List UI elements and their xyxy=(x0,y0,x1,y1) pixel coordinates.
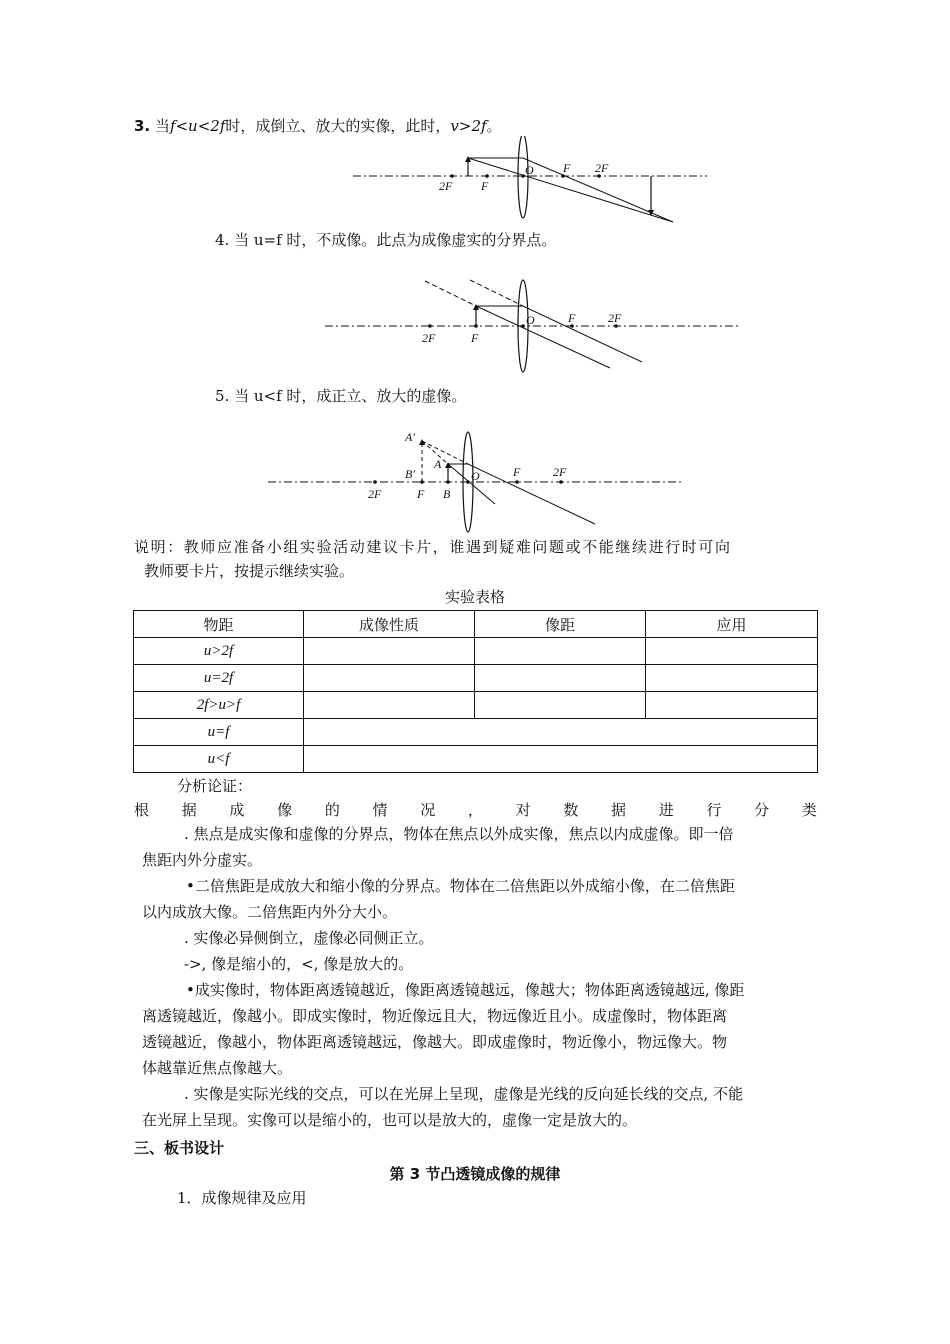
note-line-2: 教师要卡片，按提示继续实验。 xyxy=(144,562,355,580)
header-image-distance: 像距 xyxy=(475,611,646,638)
label-f-right: F xyxy=(513,465,521,479)
header-application: 应用 xyxy=(646,611,818,638)
analysis-p2b: 以内成放大像。二倍焦距内外分大小。 xyxy=(142,903,398,921)
label-2f-right: 2F xyxy=(553,465,567,479)
table-row: u=2f xyxy=(134,665,818,692)
label-f-right: F xyxy=(568,311,576,325)
ray-extension-1 xyxy=(425,281,476,306)
analysis-p6a: . 实像是实际光线的交点，可以在光屏上呈现，虚像是光线的反向延长线的交点, 不能 xyxy=(184,1085,744,1103)
table-row: u=f xyxy=(134,719,818,746)
analysis-p5d: 体越靠近焦点像越大。 xyxy=(142,1059,293,1077)
label-2f-right: 2F xyxy=(608,311,622,325)
label-2f-left: 2F xyxy=(422,331,436,345)
experiment-table xyxy=(133,610,818,773)
label-o: O xyxy=(525,163,534,177)
label-2f-left: 2F xyxy=(368,487,382,501)
label-2f-right: 2F xyxy=(595,161,609,175)
label-b-prime: B′ xyxy=(405,467,415,481)
analysis-p4: ->, 像是缩小的，<, 像是放大的。 xyxy=(184,955,414,973)
analysis-p2a: •二倍焦距是成放大和缩小像的分界点。物体在二倍焦距以外成缩小像，在二倍焦距 xyxy=(186,877,735,895)
ray-back-extension-1 xyxy=(422,441,468,464)
case5-line: 5. 当 u<f 时，成正立、放大的虚像。 xyxy=(215,387,467,405)
ray-center xyxy=(468,158,673,222)
case4-line: 4. 当 u=f 时，不成像。此点为成像虚实的分界点。 xyxy=(215,231,557,249)
label-a-prime: A′ xyxy=(405,430,415,444)
table-row: u<f xyxy=(134,746,818,773)
lens-diagram-no-image xyxy=(320,276,740,376)
table-header-row xyxy=(134,611,818,638)
label-o: O xyxy=(526,313,535,327)
header-object-distance: 物距 xyxy=(134,611,304,638)
label-o: O xyxy=(471,469,480,483)
board-title: 第 3 节凸透镜成像的规律 xyxy=(389,1165,561,1183)
analysis-p1a: . 焦点是成实像和虚像的分界点，物体在焦点以外成实像，焦点以内成虚像。即一倍 xyxy=(184,825,734,843)
analysis-label: 分析论证： xyxy=(177,777,253,795)
board-item-1: 1．成像规律及应用 xyxy=(177,1189,307,1207)
header-image-nature: 成像性质 xyxy=(304,611,475,638)
label-f-left: F xyxy=(481,179,489,193)
analysis-p1b: 焦距内外分虚实。 xyxy=(142,851,263,869)
label-f-left: F xyxy=(417,487,425,501)
ray-extension-2 xyxy=(470,280,523,306)
table-row: 2f>u>f xyxy=(134,692,818,719)
analysis-p3: . 实像必异侧倒立，虚像必同侧正立。 xyxy=(184,929,434,947)
table-row: u>2f xyxy=(134,638,818,665)
analysis-p6b: 在光屏上呈现。实像可以是缩小的，也可以是放大的，虚像一定是放大的。 xyxy=(142,1111,638,1129)
table-title: 实验表格 xyxy=(444,588,505,606)
analysis-p5b: 离透镜越近，像越小。即成实像时，物近像远且大，物远像近且小。成虚像时，物体距离 xyxy=(142,1007,728,1025)
label-f-left: F xyxy=(471,331,479,345)
analysis-p5a: •成实像时，物体距离透镜越近，像距离透镜越远，像越大；物体距离透镜越远, 像距 xyxy=(186,981,745,999)
section-heading: 三、板书设计 xyxy=(134,1139,225,1157)
case3-line: 3. 当f<u<2f时，成倒立、放大的实像，此时，v>2f。 xyxy=(134,117,502,135)
label-a: A xyxy=(434,457,442,471)
note-line-1: 说明：教师应准备小组实验活动建议卡片，谁遇到疑难问题或不能继续进行时可向 xyxy=(134,538,732,556)
label-f-right: F xyxy=(563,161,571,175)
lens-diagram-virtual-image xyxy=(265,426,685,534)
analysis-p5c: 透镜越近，像越小，物体距离透镜越远，像越大。即成虚像时，物近像小，物远像大。物 xyxy=(142,1033,728,1051)
label-2f-left: 2F xyxy=(439,179,453,193)
analysis-spread-line: 根 据 成 像 的 情 况 ， 对 数 据 进 行 分 类 xyxy=(134,801,817,819)
label-b: B xyxy=(443,487,451,501)
lens-diagram-real-image xyxy=(345,136,715,228)
